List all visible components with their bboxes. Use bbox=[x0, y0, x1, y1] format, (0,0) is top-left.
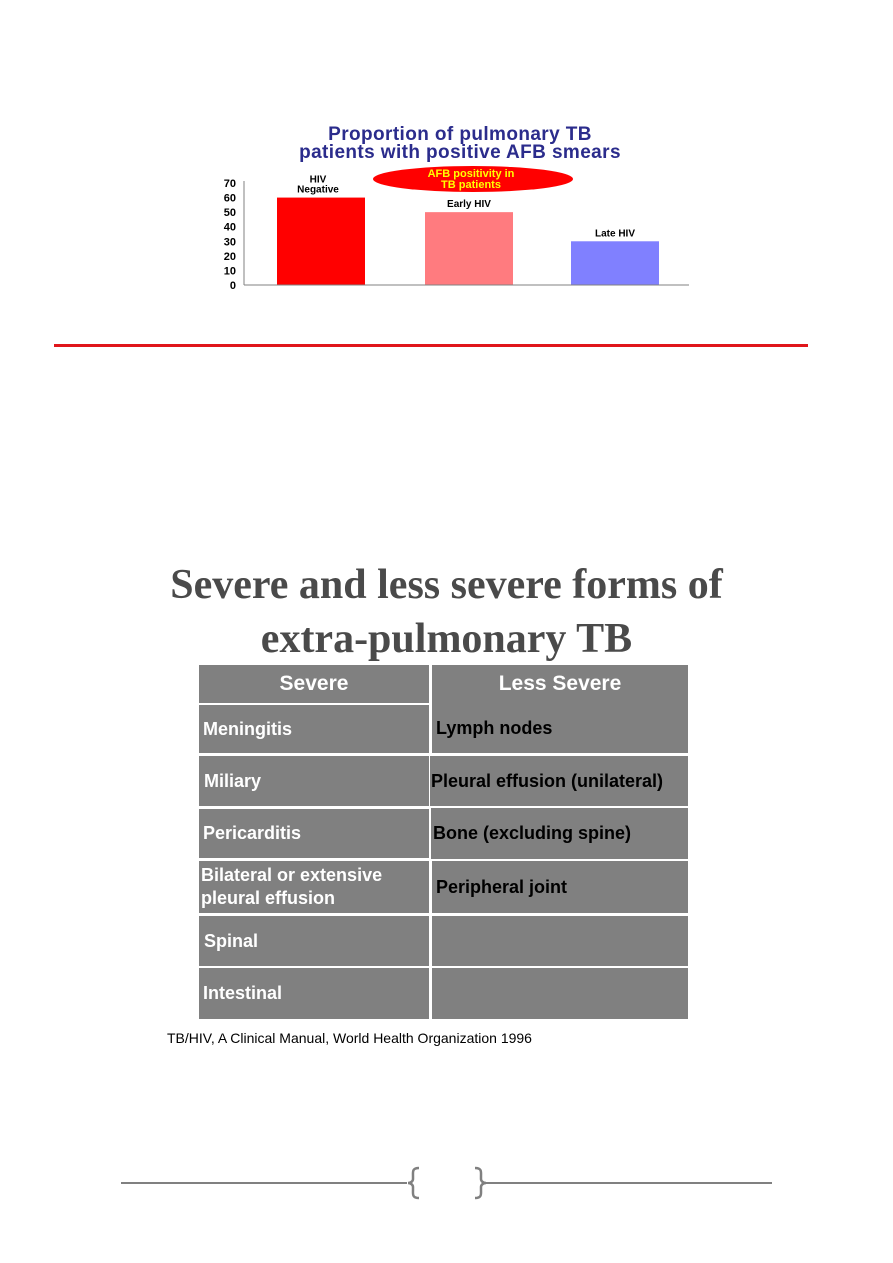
annotation-text: TB patients bbox=[441, 179, 501, 191]
bar bbox=[425, 212, 513, 285]
less-severe-label: Pleural effusion (unilateral) bbox=[431, 770, 664, 791]
severe-cell bbox=[199, 968, 429, 1019]
footer-ornament bbox=[0, 1160, 893, 1210]
annotation-text: AFB positivity in bbox=[427, 168, 515, 180]
severe-cell bbox=[199, 809, 429, 858]
severe-label: Miliary bbox=[204, 770, 262, 791]
less-severe-cell bbox=[430, 756, 688, 806]
y-tick-label: 50 bbox=[223, 207, 236, 220]
bar-label: Late HIV bbox=[594, 228, 636, 240]
less-severe-cell bbox=[432, 703, 688, 753]
severe-cell bbox=[199, 916, 429, 966]
right-brace-icon bbox=[475, 1168, 486, 1198]
severe-cell bbox=[199, 705, 429, 753]
bar bbox=[571, 241, 659, 285]
section-title-line-2: extra-pulmonary TB bbox=[260, 616, 633, 662]
less-severe-label: Lymph nodes bbox=[436, 717, 553, 738]
y-tick-label: 70 bbox=[223, 178, 236, 190]
left-brace-icon bbox=[408, 1168, 419, 1198]
section-divider bbox=[54, 344, 808, 347]
header-less-severe: Less Severe bbox=[432, 665, 688, 703]
severe-cell bbox=[199, 756, 429, 806]
section-title bbox=[120, 558, 773, 666]
y-tick-label: 60 bbox=[223, 192, 236, 205]
header-severe: Severe bbox=[199, 665, 429, 703]
less-severe-cell bbox=[431, 808, 688, 859]
less-severe-cell bbox=[432, 861, 688, 913]
severe-label-line-2: pleural effusion bbox=[201, 888, 336, 908]
y-tick-label: 30 bbox=[223, 236, 236, 249]
less-severe-label: Bone (excluding spine) bbox=[433, 823, 632, 843]
bar-label: HIV bbox=[309, 174, 327, 186]
chart-title-line-2: patients with positive AFB smears bbox=[299, 142, 621, 163]
bar bbox=[277, 198, 365, 285]
less-severe-cell-empty bbox=[432, 916, 688, 966]
severe-label: Spinal bbox=[204, 930, 259, 951]
severe-label: Meningitis bbox=[203, 718, 292, 739]
citation: TB/HIV, A Clinical Manual, World Health Organization 1996 bbox=[167, 1030, 532, 1046]
bar-chart bbox=[0, 0, 893, 320]
y-tick-label: 40 bbox=[223, 221, 236, 234]
y-tick-label: 20 bbox=[223, 250, 236, 263]
y-tick-label: 10 bbox=[223, 265, 236, 278]
less-severe-label: Peripheral joint bbox=[436, 876, 568, 897]
bar-label: Negative bbox=[297, 184, 339, 196]
chart-title-line-1: Proportion of pulmonary TB bbox=[328, 124, 592, 145]
less-severe-cell-empty bbox=[432, 968, 688, 1019]
severe-label: Pericarditis bbox=[203, 823, 302, 843]
y-tick-label: 0 bbox=[229, 280, 236, 292]
bar-label: Early HIV bbox=[447, 199, 491, 211]
severe-label-line-1: Bilateral or extensive bbox=[201, 865, 383, 885]
severe-cell bbox=[199, 861, 429, 913]
section-title-line-1: Severe and less severe forms of bbox=[170, 562, 723, 608]
severe-label: Intestinal bbox=[203, 983, 283, 1003]
